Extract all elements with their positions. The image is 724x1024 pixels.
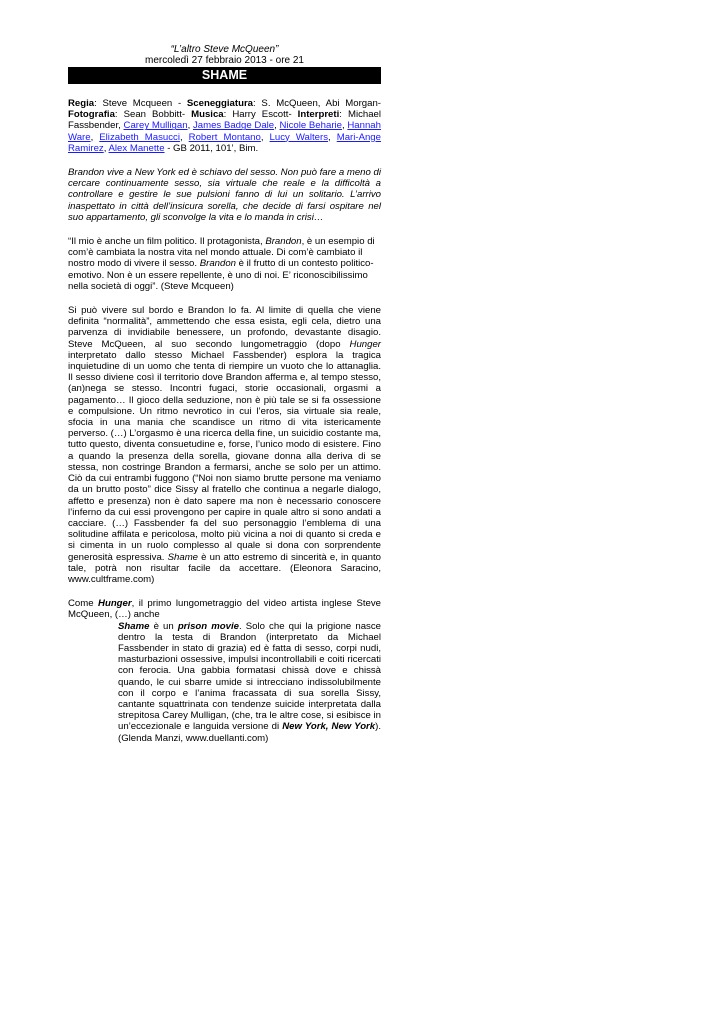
document-page (68, 44, 381, 744)
credit-label-fotografia: Fotografia (68, 109, 115, 121)
credits-paragraph (68, 98, 381, 154)
cast-separator: , (341, 120, 348, 132)
review-cultframe-paragraph (68, 305, 381, 585)
review-emphasis: prison movie (177, 620, 239, 632)
quote-text: , è un esempio di com’è cambiata la nostra vita nel mondo attuale. Di com’è cambiato il nostro modo di vivere il sesso. (68, 236, 375, 270)
cast-link-nicole-beharie[interactable]: Nicole Beharie (279, 120, 342, 132)
review-emphasis: Shame (167, 551, 199, 563)
credit-label-regia: Regia (68, 98, 95, 109)
quote-emphasis: Brandon (265, 236, 302, 248)
credit-value-regia: : Steve Mcqueen - (94, 98, 187, 109)
credits-tail: - GB 2011, 101’, Bim. (164, 142, 259, 154)
quote-text: “Il mio è anche un film politico. Il protagonista, (68, 236, 266, 248)
credit-label-sceneggiatura: Sceneggiatura (186, 98, 254, 109)
cast-link-james-badge-dale[interactable]: James Badge Dale (192, 120, 275, 132)
quote-text: è il frutto di un contesto politico-emotivo. Non è un essere repellente, è uno di noi. E’ riconoscibilissimo nella società di oggi”. (Steve Mcqueen) (68, 258, 374, 292)
credit-value-musica: : Harry Escott- (223, 109, 298, 121)
cast-separator: , (179, 131, 189, 143)
cast-link-carey-mulligan[interactable]: Carey Mulligan (123, 120, 188, 132)
review-text: Come (68, 598, 99, 610)
review-text: è un atto estremo di sincerità e, in quanto tale, potrà non risultar facile da accettare. (Eleonora Saracino, www.cultframe.com) (68, 551, 382, 585)
cast-link-elizabeth-masucci[interactable]: Elizabeth Masucci (99, 131, 180, 143)
review-emphasis: Hunger (349, 338, 381, 350)
cast-link-mari-ange-ramirez[interactable]: Mari-Ange Ramirez (68, 131, 381, 154)
film-title: SHAME (68, 67, 381, 84)
director-quote-paragraph (68, 236, 381, 292)
review-text: è un (149, 620, 178, 632)
quote-emphasis: Brandon (199, 258, 236, 270)
credit-value-interpreti: : Michael Fassbender, (68, 109, 382, 132)
credit-label-musica: Musica (191, 109, 224, 121)
review-emphasis: Shame (118, 620, 150, 632)
credit-value-sceneggiatura: : S. McQueen, Abi Morgan- (253, 98, 381, 109)
cast-separator: , (90, 131, 100, 143)
cast-separator: , (274, 120, 280, 132)
credit-value-fotografia: : Sean Bobbitt- (114, 109, 192, 121)
screening-date: mercoledì 27 febbraio 2013 - ore 21 (145, 55, 304, 66)
cast-link-lucy-walters[interactable]: Lucy Walters (269, 131, 329, 143)
series-title: “L’altro Steve McQueen” (170, 44, 279, 55)
review-emphasis: Hunger (98, 598, 132, 610)
review-text: , il primo lungometraggio del video artista inglese Steve McQueen, (…) anche (68, 598, 381, 621)
review-duellanti-paragraph (68, 598, 381, 744)
cast-separator: , (103, 142, 109, 154)
credit-label-interpreti: Interpreti (297, 109, 340, 121)
review-text: . Solo che qui la prigione nasce dentro la testa di Brandon (interpretato da Michael Fassbender in stato di grazia) ed è fatta di sesso, corpi nudi, masturbazioni ossessive, impulsi incontrollabili e coiti ricercati con ferocia. Una gabbia formatasi chissà dove e chissà quando, le cui sbarre umide si intrecciano indissolubilmente con il corpo e l’anima fracassata di sua sorella Sissy, cantante squattrinata con tendenze suicide interpretata dalla strepitosa Carey Mulligan, (che, tra le altre cose, si esibisce in un’eccezionale e languida versione di (118, 620, 381, 733)
cast-separator: , (328, 131, 337, 143)
cast-separator: , (187, 120, 193, 132)
review-text: interpretato dallo stesso Michael Fassbender) esplora la tragica inquietudine di un uomo che tenta di riempire un vuoto che lo attanaglia. Il sesso diviene così il territorio dove Brandon afferma e, al tempo stesso, (an)nega se stesso. Incontri fugaci, storie occasionali, orgasmi a pagamento… Il gioco della seduzione, non è più tale se si fa ossessione e compulsione. Un ritmo nevrotico in cui l’eros, sia virtuale sia reale, sfocia in una mania che scandisce un ritmo di vita istericamente perverso. (…) L’orgasmo è una ricerca della fine, un suicidio costante ma, tutto questo, diventa consuetudine e, forse, l’unico modo di esistere. Fino a quando la presenza della sorella, giovane donna alla deriva di se stessa, non costringe Brandon a fermarsi, anche se solo per un attimo. Ciò da cui entrambi fuggono (“Noi non siamo brutte persone ma veniamo da un brutto posto” dice Sissy al fratello che continua a negarle dialogo, affetto e presenza) non è dato sapere ma non è necessario conoscere l’inferno da cui essi provengono per capire in quale altro si sono andati a cacciare. (…) Fassbender fa del suo personaggio l’emblema di una solitudine affilata e pericolosa, molto più vicina a noi di quanto si creda e si cimenta in un ruolo complesso al quale si dona con sorprendente generosità espressiva. (68, 349, 382, 563)
review-indented-block (68, 621, 381, 744)
cast-link-hannah-ware[interactable]: Hannah Ware (68, 120, 381, 143)
cast-separator: , (260, 131, 270, 143)
review-text: ). (Glenda Manzi, www.duellanti.com) (118, 721, 381, 744)
synopsis-paragraph: Brandon vive a New York ed è schiavo del sesso. Non può fare a meno di cercare continuamente sesso, sia virtuale che reale e la difficoltà a controllare e gestire le sue pulsioni fanno di lui un solitario. L’arrivo inaspettato in città dell’insicura sorella, che decide di farsi ospitare nel suo appartamento, gli sconvolge la vita e lo manda in crisi… (68, 167, 381, 223)
review-emphasis: New York, New York (282, 721, 376, 733)
cast-link-robert-montano[interactable]: Robert Montano (188, 131, 261, 143)
review-text: Si può vivere sul bordo e Brandon lo fa. Al limite di quella che viene definita “normalità”, ammettendo che essa esista, egli cela, dietro una parvenza di invidiabile benessere, un profondo, devastante disagio. Steve McQueen, al suo secondo lungometraggio (dopo (68, 305, 381, 350)
cast-link-alex-manette[interactable]: Alex Manette (108, 142, 165, 154)
